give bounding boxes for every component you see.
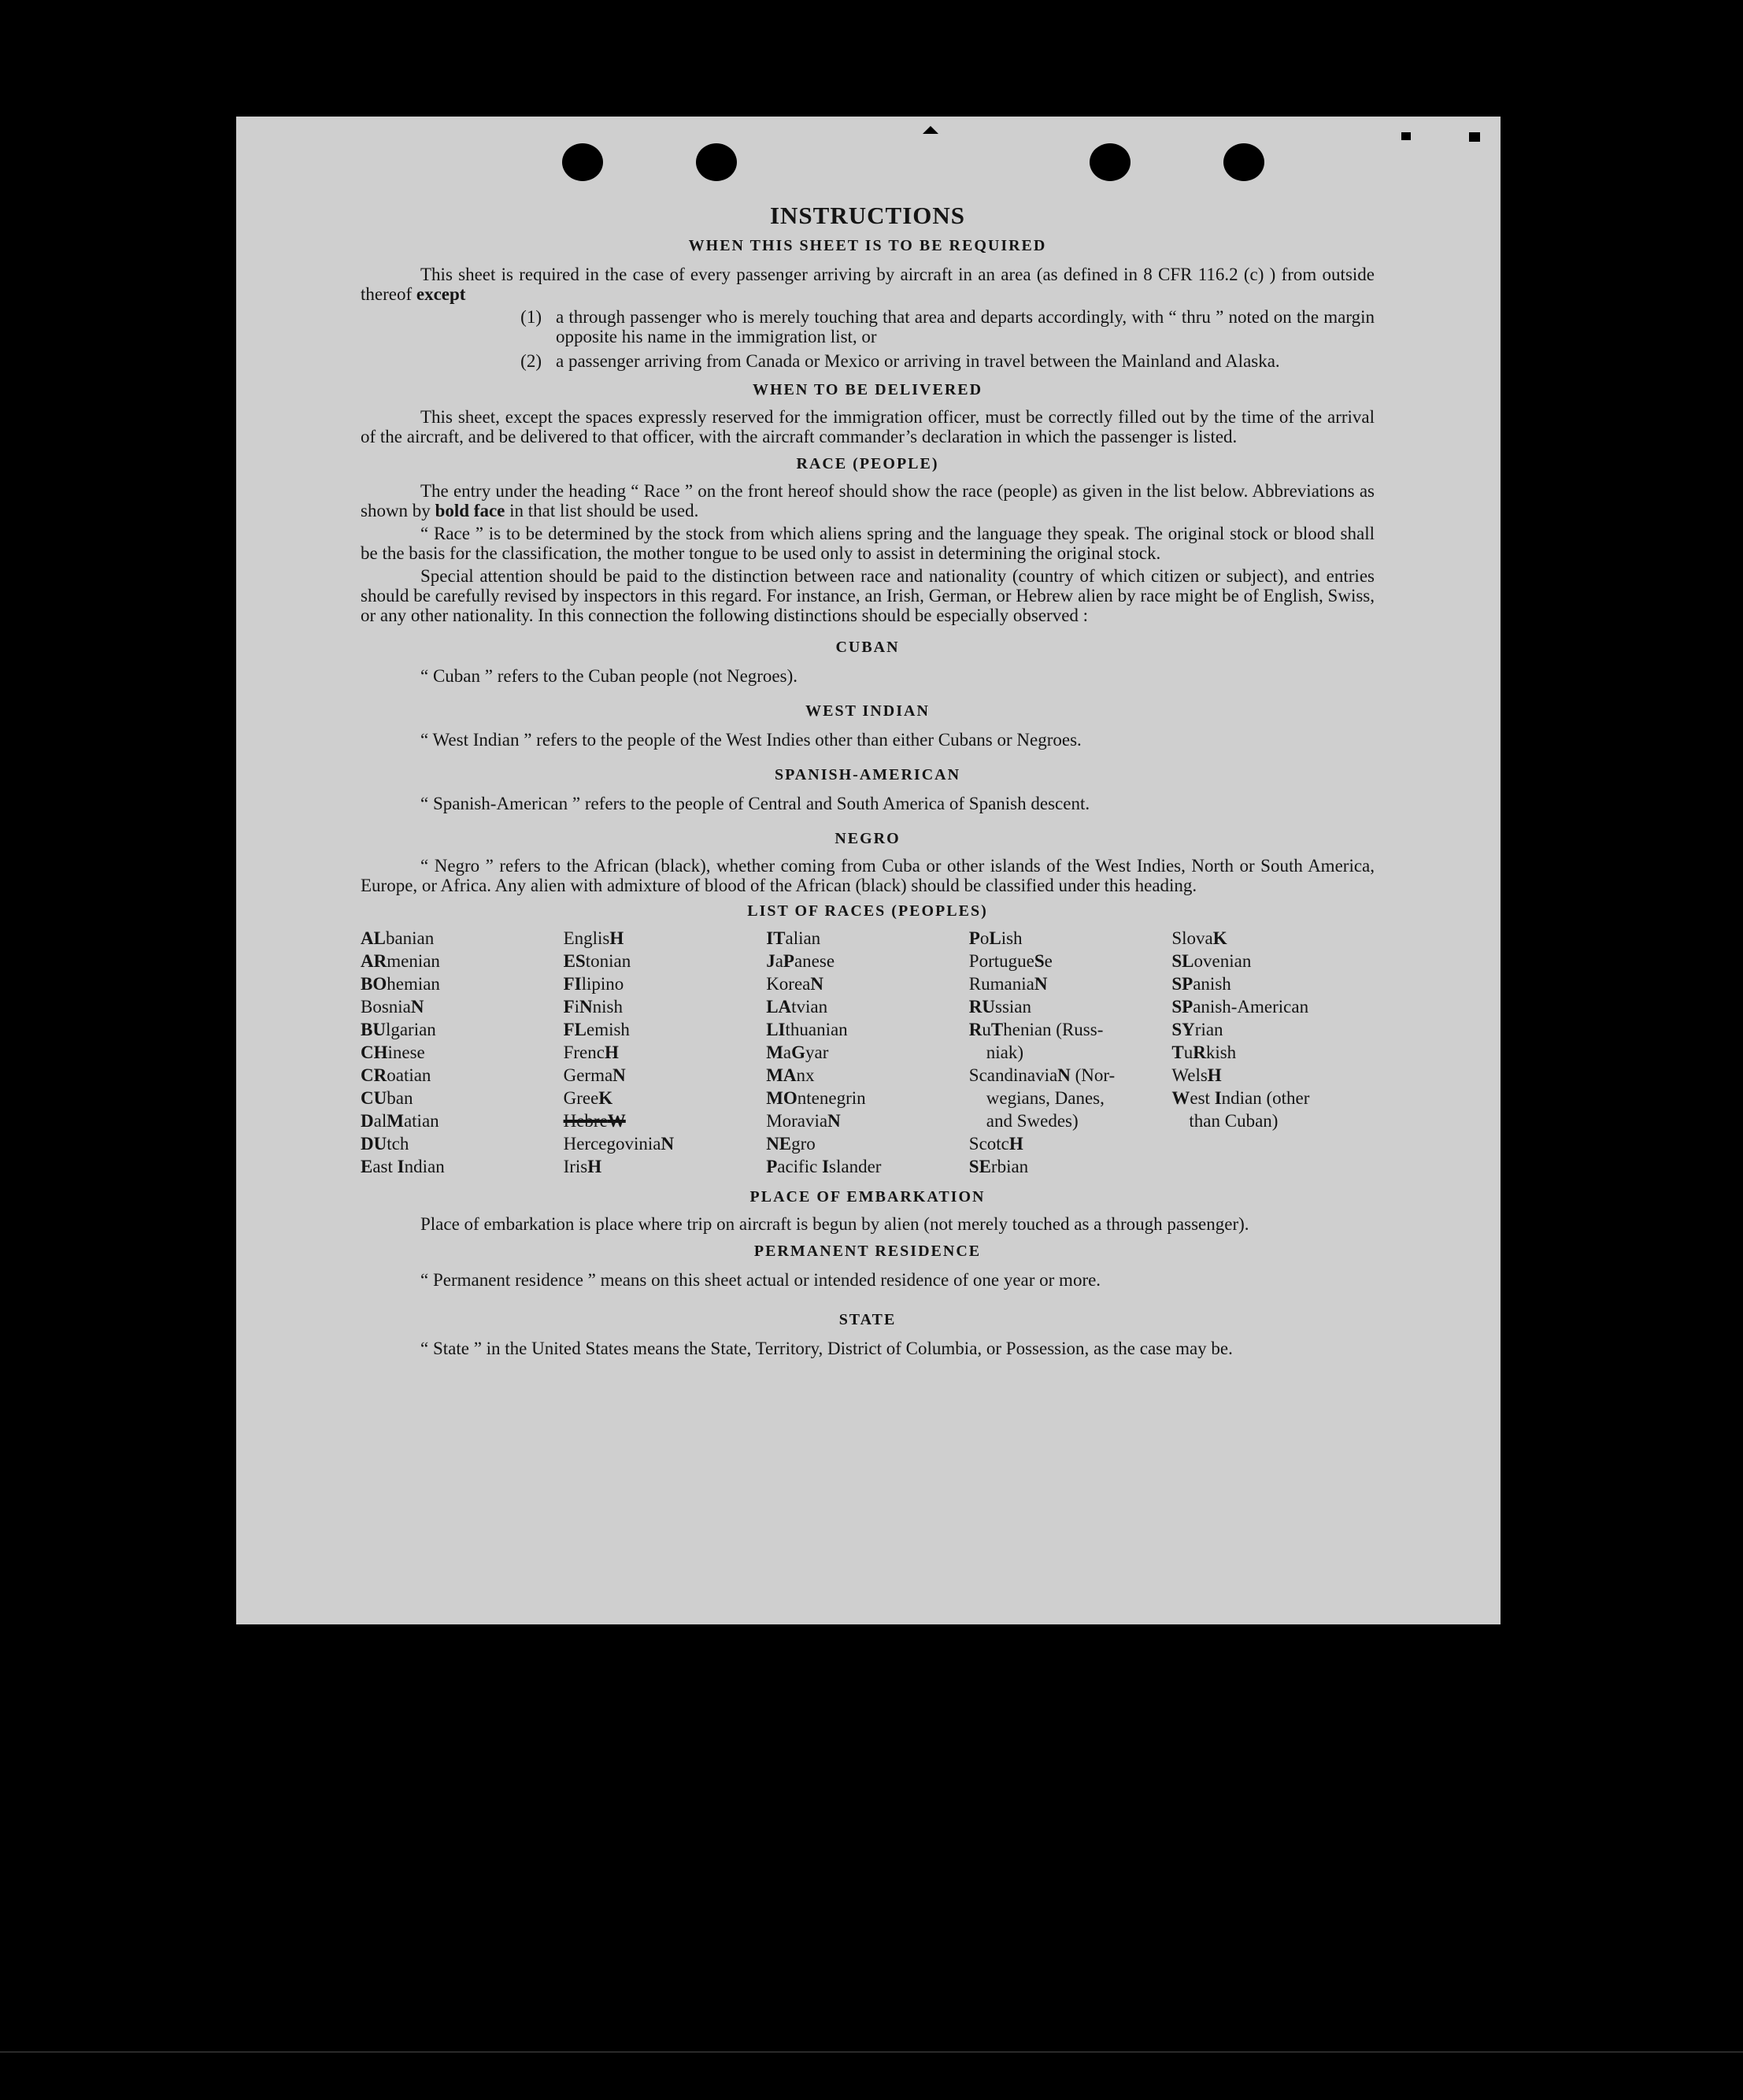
instructions-content [361,202,1375,1358]
race-entry: DUtch [361,1134,409,1154]
race-entry: HercegoviniaN [563,1134,675,1154]
race-entry: FLemish [563,1020,630,1039]
race-entry: CUban [361,1088,413,1108]
race-entry: SErbian [968,1157,1029,1176]
punch-hole [1090,143,1131,181]
document-page [236,117,1501,1624]
cuban-paragraph: “ Cuban ” refers to the Cuban people (not Negroes). [420,666,798,686]
race-entry: TuRkish [1171,1043,1237,1062]
race-entry: WelsH [1171,1065,1222,1085]
race-entry: HebreW [563,1111,626,1131]
race-entry: JaPanese [766,951,835,971]
race-entry: ALbanian [361,928,435,948]
punch-hole [1223,143,1264,181]
races-column [766,927,969,1178]
punch-hole [696,143,737,181]
race-entry: EnglisH [563,928,624,948]
page-title: INSTRUCTIONS [769,202,965,229]
race-entry: LAtvian [766,997,828,1017]
race-entry: MaGyar [766,1043,829,1062]
race-entry: NEgro [766,1134,816,1154]
negro-paragraph: “ Negro ” refers to the African (black), whether coming from Cuba or other islands of the West Indies, North or South America, Europe, or Africa. Any alien with admixture of blood of the African (black) should be classified under this heading. [361,856,1375,895]
section-heading-when-required: WHEN THIS SHEET IS TO BE REQUIRED [688,237,1047,254]
race-entry: SYrian [1171,1020,1223,1039]
bottom-divider-line [0,2051,1743,2053]
edge-tear-mark [1469,132,1480,142]
section-heading-list-of-races: LIST OF RACES (PEOPLES) [747,902,988,920]
race-entry: ScandinaviaN (Nor- wegians, Danes, and Swedes) [968,1065,1116,1131]
race-entry: BOhemian [361,974,440,994]
race-entry: East Indian [361,1157,445,1176]
race-entry: IrisH [563,1157,602,1176]
race-entry: SLovenian [1171,951,1252,971]
section-heading-when-delivered: WHEN TO BE DELIVERED [752,381,983,398]
west-indian-paragraph: “ West Indian ” refers to the people of the West Indies other than either Cubans or Negroes. [420,730,1082,750]
race-entry: West Indian (other than Cuban) [1171,1088,1310,1131]
race-entry: MoraviaN [766,1111,841,1131]
section-heading-negro: NEGRO [834,830,901,847]
race-entry: SlovaK [1171,928,1227,948]
race-entry: FiNnish [563,997,624,1017]
race-entry: SPanish-American [1171,997,1309,1017]
race-entry: RumaniaN [968,974,1048,994]
race-entry: BUlgarian [361,1020,436,1039]
race-paragraph-1: The entry under the heading “ Race ” on the front hereof should show the race (people) as given in the list below. Abbreviations as shown by bold face in that list should be used. [361,481,1375,520]
race-entry: EStonian [563,951,631,971]
section-heading-cuban: CUBAN [835,639,900,656]
race-entry: FIlipino [563,974,624,994]
race-entry: CHinese [361,1043,425,1062]
section-heading-west-indian: WEST INDIAN [805,702,930,720]
races-column [361,927,564,1178]
races-column [969,927,1172,1178]
race-entry: SPanish [1171,974,1231,994]
race-entry: GermaN [563,1065,626,1085]
race-entry: GreeK [563,1088,613,1108]
list-item-exception-2: (2) a passenger arriving from Canada or Mexico or arriving in travel between the Mainland and Alaska. [520,351,1280,371]
races-column [1171,927,1375,1178]
section-heading-race: RACE (PEOPLE) [796,455,939,472]
race-entry: DalMatian [361,1111,439,1131]
race-entry: MAnx [766,1065,815,1085]
state-paragraph: “ State ” in the United States means the State, Territory, District of Columbia, or Possession, as the case may be. [420,1339,1233,1358]
race-entry: RUssian [968,997,1032,1017]
when-required-paragraph: This sheet is required in the case of every passenger arriving by aircraft in an area (as defined in 8 CFR 116.2 (c) ) from outside thereof except [361,265,1375,304]
section-heading-permanent-residence: PERMANENT RESIDENCE [753,1243,982,1260]
punch-hole [562,143,603,181]
edge-tear-mark [923,126,938,134]
race-entry: CRoatian [361,1065,431,1085]
race-entry: PortugueSe [968,951,1053,971]
race-paragraph-3: Special attention should be paid to the distinction between race and nationality (country of which citizen or subject), and entries should be carefully revised by inspectors in this regard. For instance, an Irish, German, or Hebrew alien by race might be of English, Swiss, or any other nationality. In this connection the following distinctions should be especially observed : [361,566,1375,625]
edge-tear-mark [1401,132,1411,140]
section-heading-embarkation: PLACE OF EMBARKATION [749,1188,986,1206]
race-entry: ITalian [766,928,821,948]
races-column [564,927,767,1178]
race-entry: KoreaN [766,974,823,994]
list-item-exception-1: (1) a through passenger who is merely touching that area and departs accordingly, with “ thru ” noted on the margin opposite his name in the immigration list, or [520,307,1375,346]
race-entry: BosniaN [361,997,424,1017]
race-entry: ARmenian [361,951,440,971]
race-entry: FrencH [563,1043,619,1062]
race-entry: Pacific Islander [766,1157,882,1176]
when-delivered-paragraph: This sheet, except the spaces expressly reserved for the immigration officer, must be correctly filled out by the time of the arrival of the aircraft, and be delivered to that officer, with the aircraft commander’s declaration in which the passenger is listed. [361,407,1375,446]
race-paragraph-2: “ Race ” is to be determined by the stock from which aliens spring and the language they speak. The original stock or blood shall be the basis for the classification, the mother tongue to be used only to assist in determining the original stock. [361,524,1375,563]
race-entry: PoLish [968,928,1023,948]
race-entry: LIthuanian [766,1020,848,1039]
race-entry: ScotcH [968,1134,1023,1154]
race-entry: MOntenegrin [766,1088,866,1108]
permanent-residence-paragraph: “ Permanent residence ” means on this sheet actual or intended residence of one year or more. [420,1270,1101,1290]
section-heading-spanish-american: SPANISH-AMERICAN [774,766,961,783]
races-table [361,927,1375,1178]
spanish-american-paragraph: “ Spanish-American ” refers to the people of Central and South America of Spanish descent. [420,794,1090,813]
race-entry: RuThenian (Russ- niak) [968,1020,1104,1062]
embarkation-paragraph: Place of embarkation is place where trip on aircraft is begun by alien (not merely touched as a through passenger). [420,1214,1249,1234]
section-heading-state: STATE [838,1311,897,1328]
